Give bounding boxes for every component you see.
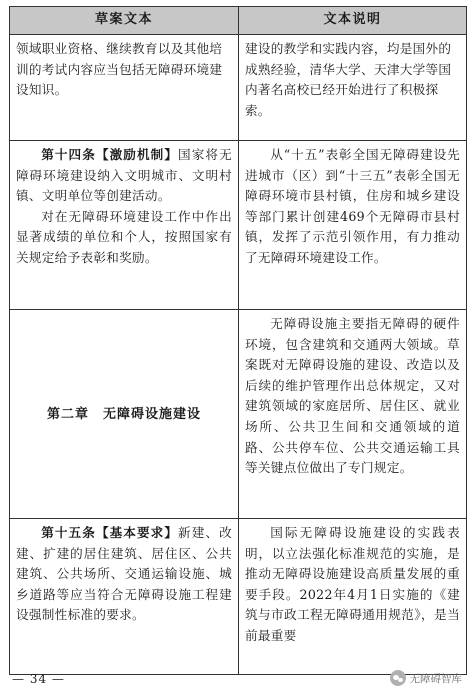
draft-cell [10, 141, 239, 310]
table-row [10, 141, 467, 310]
article-paragraph [16, 145, 232, 207]
article-title: 【基本要求】 [95, 525, 179, 540]
table-row [10, 35, 467, 141]
chapter-number: 第二章 [46, 406, 89, 422]
explanation-paragraph: 国际无障碍设施建设的实践表明，以立法强化标准规范的实施，是推动无障碍设施建设高质量发展的重要手段。2022年4月1日实施的《建筑与市政工程无障碍通用规范》，是当前最重要 [245, 525, 460, 643]
explanation-paragraph: 从“十五”表彰全国无障碍建设先进城市（区）到“十三五”表彰全国无障碍环境市县村镇，住房和城乡建设等部门累计创建469个无障碍市县村镇，发挥了示范引领作用，有力推动了无障碍环境建设工作。 [245, 147, 460, 265]
draft-paragraph: 国家将无障碍环境建设纳入文明城市、文明村镇、文明单位等创建活动。 [16, 147, 232, 204]
table-row [10, 519, 467, 675]
chapter-heading-cell [10, 310, 239, 519]
article-number: 第十五条 [41, 525, 96, 540]
table-header-row [10, 7, 467, 35]
watermark [390, 670, 463, 686]
chapter-heading [47, 407, 201, 422]
article-number: 第十四条 [41, 147, 96, 162]
header-explanation: 文本说明 [239, 7, 467, 35]
draft-cell [10, 35, 239, 141]
draft-cell [10, 519, 239, 675]
page-number: — 34 — [12, 672, 65, 686]
comparison-table [9, 6, 467, 675]
explanation-cell [239, 519, 467, 675]
draft-paragraph: 对在无障碍环境建设工作中作出显著成绩的单位和个人，按照国家有关规定给予表彰和奖励。 [16, 208, 232, 265]
header-draft-text: 草案文本 [10, 7, 239, 35]
article-paragraph [16, 523, 232, 626]
explanation-paragraph: 建设的教学和实践内容，均是国外的成熟经验，清华大学、天津大学等国内著名高校已经开始进行了积极探索。 [245, 41, 452, 118]
explanation-cell [239, 141, 467, 310]
article-title: 【激励机制】 [95, 147, 179, 162]
draft-paragraph: 新建、改建、扩建的居住建筑、居住区、公共建筑、公共场所、交通运输设施、城乡道路等应当符合无障碍设施工程建设强制性标准的要求。 [16, 525, 232, 623]
explanation-paragraph: 无障碍设施主要指无障碍的硬件环境，包含建筑和交通两大领域。草案既对无障碍设施的建设、改造以及后续的维护管理作出总体规定，又对建筑领域的家庭居所、居住区、就业场所、公共卫生间和交通领域的道路、公共停车位、公共交通运输工具等关键点位做出了专门规定。 [245, 316, 460, 476]
explanation-cell [239, 35, 467, 141]
chapter-title: 无障碍设施建设 [103, 406, 202, 422]
explanation-cell [239, 310, 467, 519]
table-row [10, 310, 467, 519]
wechat-icon [390, 670, 406, 686]
draft-paragraph: 领域职业资格、继续教育以及其他培训的考试内容应当包括无障碍环境建设知识。 [16, 41, 223, 98]
watermark-text: 无障碍智库 [409, 672, 462, 685]
